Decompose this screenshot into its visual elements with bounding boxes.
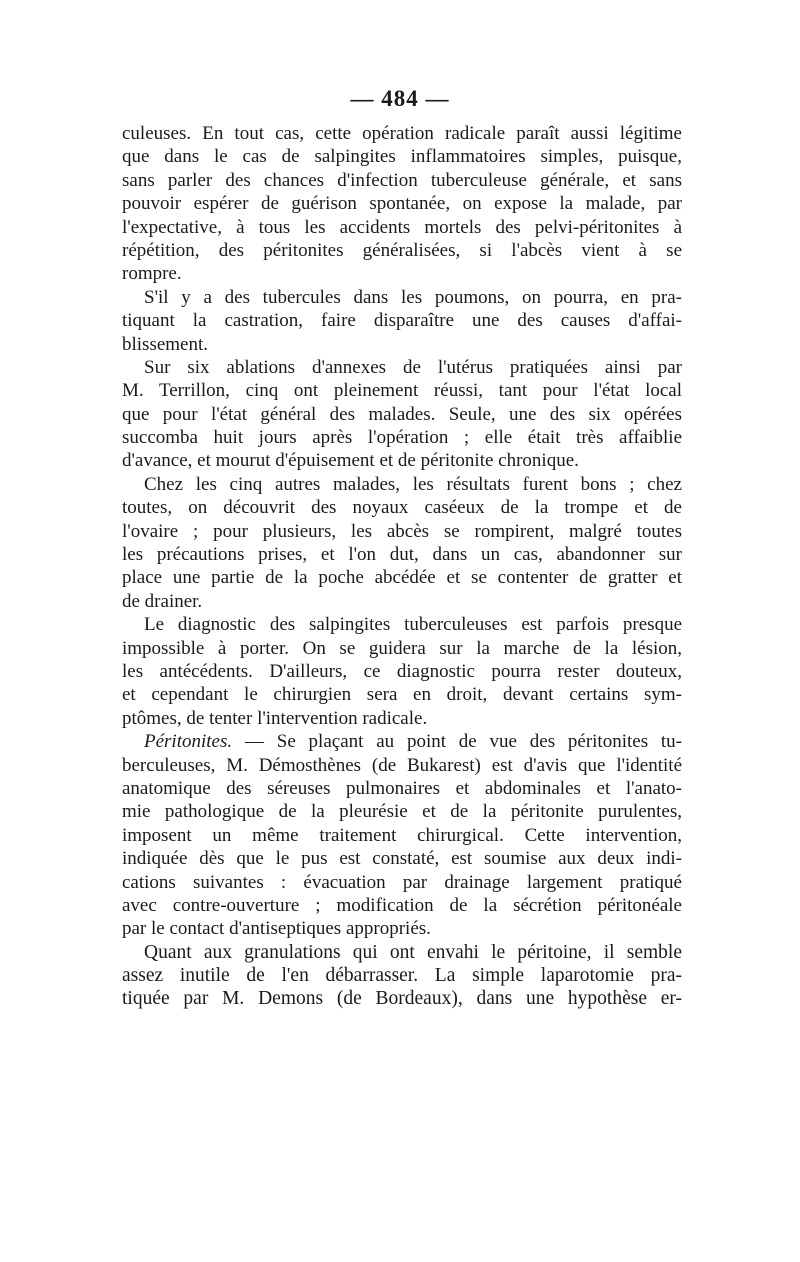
text-line: l'expectative, à tous les accidents mortels des pelvi-péritonites à — [122, 216, 682, 238]
text-line: les antécédents. D'ailleurs, ce diagnostic pourra rester douteux, — [122, 660, 682, 682]
text-line: par le contact d'antiseptiques appropriés. — [122, 918, 431, 940]
text-line: mie pathologique de la pleurésie et de la péritonite purulentes, — [122, 801, 682, 823]
text-line: S'il y a des tubercules dans les poumons, on pourra, en pra- — [144, 286, 682, 308]
text-line: assez inutile de l'en débarrasser. La simple laparotomie pra- — [122, 965, 682, 987]
text-line: ptômes, de tenter l'intervention radicale. — [122, 707, 428, 729]
text-line: que dans le cas de salpingites inflammatoires simples, puisque, — [122, 146, 682, 168]
text-line: cations suivantes : évacuation par drainage largement pratiqué — [122, 871, 682, 893]
text-line: place une partie de la poche abcédée et se contenter de gratter et — [122, 567, 682, 589]
text-line: Quant aux granulations qui ont envahi le péritoine, il semble — [144, 941, 682, 963]
text-line: les précautions prises, et l'on dut, dans un cas, abandonner sur — [122, 544, 682, 566]
text-line: succomba huit jours après l'opération ; elle était très affaiblie — [122, 427, 682, 449]
text-line: impossible à porter. On se guidera sur la marche de la lésion, — [122, 637, 682, 659]
text-line: berculeuses, M. Démosthènes (de Bukarest) est d'avis que l'identité — [122, 754, 682, 776]
text-line: sans parler des chances d'infection tuberculeuse générale, et sans — [122, 169, 682, 191]
page-number: — 484 — — [350, 86, 450, 111]
text-line: pouvoir espérer de guérison spontanée, on expose la malade, par — [122, 193, 682, 215]
text-line: de drainer. — [122, 590, 203, 612]
text-line: tiquée par M. Demons (de Bordeaux), dans une hypothèse er- — [122, 988, 682, 1010]
text-line: M. Terrillon, cinq ont pleinement réussi, tant pour l'état local — [122, 380, 682, 402]
text-line: et cependant le chirurgien sera en droit, devant certains sym- — [122, 684, 682, 706]
heading-continuation: — Se plaçant au point de vue des péritonites tu- — [244, 731, 683, 753]
text-line: blissement. — [122, 333, 209, 355]
text-line: Chez les cinq autres malades, les résultats furent bons ; chez — [144, 473, 682, 495]
text-line: toutes, on découvrit des noyaux caséeux de la trompe et de — [122, 497, 682, 519]
text-line: répétition, des péritonites généralisées, si l'abcès vient à se — [122, 239, 682, 261]
text-line: anatomique des séreuses pulmonaires et abdominales et l'anato- — [122, 777, 682, 799]
text-line: l'ovaire ; pour plusieurs, les abcès se rompirent, malgré toutes — [122, 520, 682, 542]
text-line: culeuses. En tout cas, cette opération radicale paraît aussi légitime — [122, 123, 682, 144]
text-line: que pour l'état général des malades. Seule, une des six opérées — [122, 403, 682, 425]
text-line: avec contre-ouverture ; modification de la sécrétion péritonéale — [122, 894, 682, 916]
body-text — [122, 122, 682, 1011]
text-line: rompre. — [122, 263, 182, 285]
text-line: tiquant la castration, faire disparaître une des causes d'affai- — [122, 310, 682, 332]
text-line-heading — [122, 730, 682, 753]
section-heading: Péritonites. — [144, 731, 233, 753]
text-line: Le diagnostic des salpingites tuberculeuses est parfois presque — [144, 614, 682, 636]
text-line: imposent un même traitement chirurgical. Cette intervention, — [122, 824, 682, 846]
text-line: indiquée dès que le pus est constaté, est soumise aux deux indi- — [122, 848, 682, 870]
text-line: d'avance, et mourut d'épuisement et de péritonite chronique. — [122, 450, 579, 472]
text-line: Sur six ablations d'annexes de l'utérus pratiquées ainsi par — [144, 356, 682, 378]
